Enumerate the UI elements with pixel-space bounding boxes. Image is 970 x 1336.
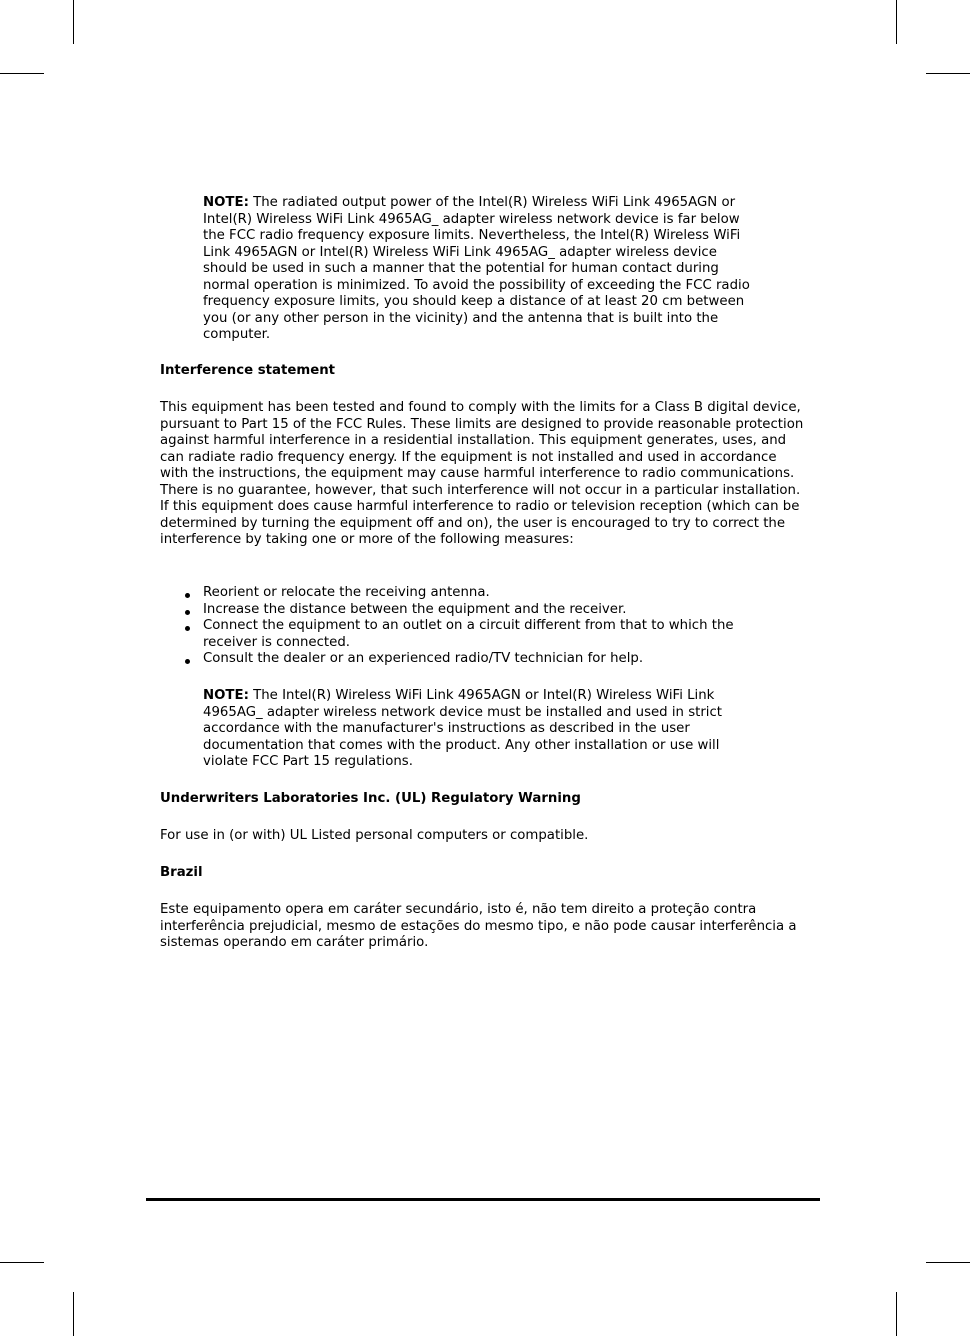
list-item: Increase the distance between the equipment and the receiver.: [160, 602, 780, 619]
bullet-icon: [185, 659, 190, 664]
crop-mark-bottom-left-horizontal: [0, 1262, 44, 1263]
ul-heading: Underwriters Laboratories Inc. (UL) Regulatory Warning: [160, 791, 581, 806]
note-label: NOTE:: [203, 688, 249, 703]
crop-mark-top-right-vertical: [896, 0, 897, 44]
bullet-icon: [185, 626, 190, 631]
list-item: Consult the dealer or an experienced radio/TV technician for help.: [160, 651, 780, 668]
ul-paragraph: For use in (or with) UL Listed personal computers or compatible.: [160, 828, 589, 843]
brazil-paragraph: Este equipamento opera em caráter secundário, isto é, não tem direito a proteção contra interferência prejudicial, mesmo de estações do mesmo tipo, e não pode causar interferência a sistemas operando em caráter primário.: [160, 902, 797, 950]
interference-measures-list: [160, 585, 780, 668]
crop-mark-top-left-vertical: [73, 0, 74, 44]
footer-divider: [146, 1198, 820, 1201]
note-label: NOTE:: [203, 195, 249, 210]
bullet-icon: [185, 593, 190, 598]
rf-exposure-note: [203, 195, 763, 344]
note-text: The radiated output power of the Intel(R) Wireless WiFi Link 4965AGN or Intel(R) Wireless WiFi Link 4965AG_ adapter wireless network device is far below the FCC radio frequency exposure limits. Nevertheless, the Intel(R) Wireless WiFi Link 4965AGN or Intel(R) Wireless WiFi Link 4965AG_ adapter wireless device should be used in such a manner that the potential for human contact during normal operation is minimized. To avoid the possibility of exceeding the FCC radio frequency exposure limits, you should keep a distance of at least 20 cm between you (or any other person in the vicinity) and the antenna that is built into the computer.: [203, 195, 750, 342]
note-text: The Intel(R) Wireless WiFi Link 4965AGN or Intel(R) Wireless WiFi Link 4965AG_ adapter wireless network device must be installed and used in strict accordance with the manufacturer's instructions as described in the user documentation that comes with the product. Any other installation or use will violate FCC Part 15 regulations.: [203, 688, 723, 769]
bullet-icon: [185, 610, 190, 615]
crop-mark-bottom-left-vertical: [73, 1292, 74, 1336]
list-item: Connect the equipment to an outlet on a circuit different from that to which the receiver is connected.: [160, 618, 780, 651]
list-item: Reorient or relocate the receiving antenna.: [160, 585, 780, 602]
crop-mark-top-left-horizontal: [0, 73, 44, 74]
installation-note: [203, 688, 763, 771]
interference-heading: Interference statement: [160, 363, 336, 378]
crop-mark-bottom-right-vertical: [896, 1292, 897, 1336]
interference-paragraph: This equipment has been tested and found to comply with the limits for a Class B digital device, pursuant to Part 15 of the FCC Rules. These limits are designed to provide reasonable protection against harmful interference in a residential installation. This equipment generates, uses, and can radiate radio frequency energy. If the equipment is not installed and used in accordance with the instructions, the equipment may cause harmful interference to radio communications. There is no guarantee, however, that such interference will not occur in a particular installation. If this equipment does cause harmful interference to radio or television reception (which can be determined by turning the equipment off and on), the user is encouraged to try to correct the interference by taking one or more of the following measures:: [160, 400, 804, 547]
crop-mark-top-right-horizontal: [926, 73, 970, 74]
crop-mark-bottom-right-horizontal: [926, 1262, 970, 1263]
brazil-heading: Brazil: [160, 865, 203, 880]
